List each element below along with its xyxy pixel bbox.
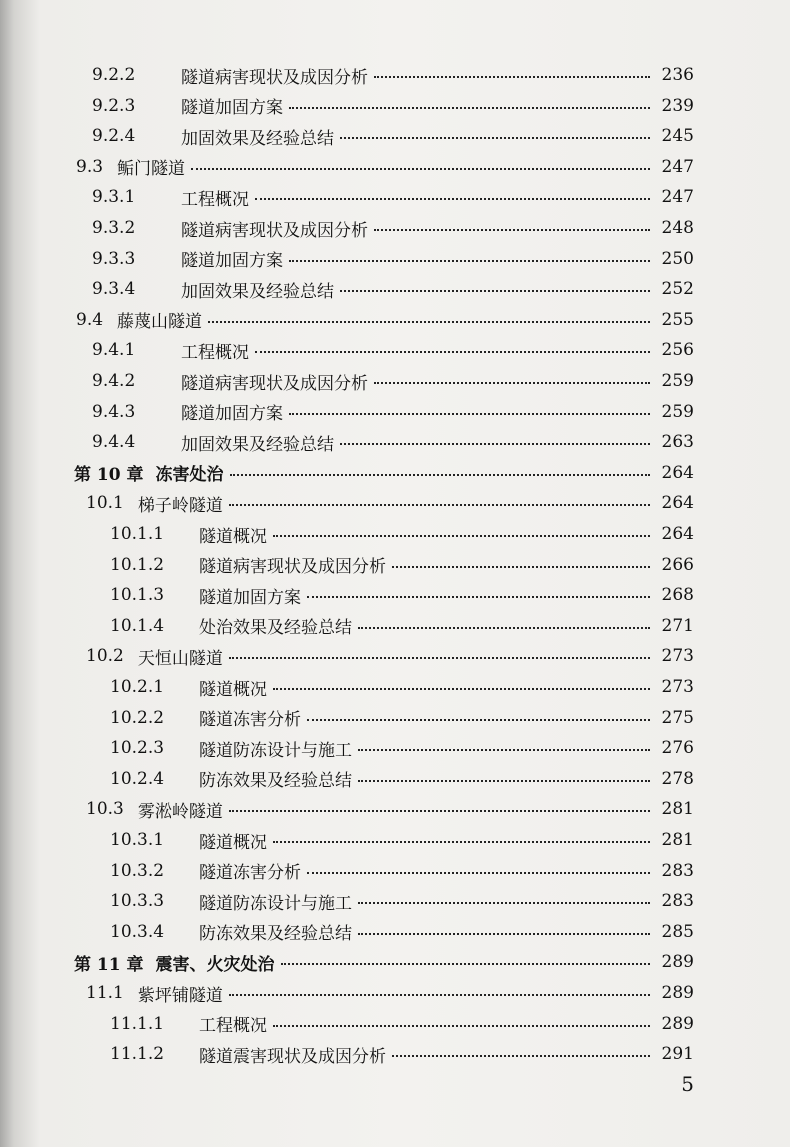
toc-entry (0, 182, 790, 212)
toc-entry-title: 隧道病害现状及成因分析 (199, 557, 386, 578)
toc-entry (0, 580, 790, 610)
toc-entry-number: 10.3 (86, 799, 124, 820)
toc-entry-number: 10.2.3 (110, 738, 165, 759)
toc-entry-title: 防冻效果及经验总结 (199, 771, 352, 792)
toc-entry (0, 427, 790, 457)
toc-entry-page: 259 (661, 371, 694, 391)
toc-entry-title: 工程概况 (181, 342, 249, 363)
toc-entry (0, 641, 790, 671)
toc-entry-page: 263 (661, 432, 694, 453)
dot-leader (255, 198, 650, 200)
toc-entry-title: 隧道病害现状及成因分析 (181, 373, 368, 394)
dot-leader (307, 719, 650, 721)
toc-entry (0, 213, 790, 243)
toc-entry-page: 248 (661, 218, 694, 238)
toc-entry-number: 10.1.4 (110, 615, 165, 636)
toc-entry-number: 10.2.1 (110, 677, 165, 697)
toc-entry-title: 隧道病害现状及成因分析 (181, 220, 368, 241)
dot-leader (358, 627, 650, 629)
dot-leader (340, 290, 650, 292)
toc-entry-title: 梯子岭隧道 (137, 495, 223, 516)
toc-entry-title: 隧道冻害分析 (199, 710, 301, 731)
toc-entry-number: 10.3.4 (110, 921, 165, 942)
toc-entry (0, 917, 790, 947)
toc-entry-title: 隧道病害现状及成因分析 (181, 67, 368, 88)
toc-entry (0, 152, 790, 182)
toc-entry-title: 隧道加固方案 (199, 587, 301, 608)
dot-leader (255, 351, 650, 353)
toc-entry-number: 10.1.1 (110, 524, 165, 544)
toc-entry-number: 10.2.2 (110, 707, 165, 728)
toc-entry-title: 隧道加固方案 (181, 98, 283, 119)
toc-entry-page: 289 (661, 952, 694, 973)
toc-entry-page: 271 (661, 615, 694, 636)
toc-entry-number: 9.3 (76, 156, 104, 177)
toc-entry-number: 10.3.3 (110, 891, 165, 912)
toc-entry-number: 11.1 (86, 983, 124, 1003)
toc-entry-number: 10.1.3 (110, 585, 165, 606)
dot-leader (340, 137, 650, 139)
toc-entry (0, 764, 790, 794)
toc-entry-title: 冻害处治 (155, 465, 224, 486)
toc-entry (0, 550, 790, 580)
toc-entry-title: 隧道冻害分析 (199, 863, 301, 884)
toc-entry-title: 隧道加固方案 (181, 251, 283, 272)
dot-leader (281, 963, 651, 965)
toc-entry-number: 9.3.4 (92, 279, 136, 300)
toc-entry-title: 隧道防冻设计与施工 (199, 893, 352, 914)
toc-entry-page: 276 (661, 738, 694, 759)
dot-leader (340, 443, 650, 445)
dot-leader (289, 107, 650, 109)
toc-entry-page: 281 (661, 830, 694, 850)
toc-entry-page: 250 (661, 248, 694, 269)
toc-entry-title: 处治效果及经验总结 (199, 618, 352, 639)
toc-entry-page: 281 (661, 799, 694, 820)
toc-entry-number: 10.1.2 (110, 554, 165, 575)
toc-entry (0, 672, 790, 702)
toc-entry-page: 273 (661, 677, 694, 697)
toc-entry-number: 9.3.1 (92, 187, 136, 208)
toc-entry (0, 458, 790, 488)
toc-entry (0, 1009, 790, 1039)
toc-entry (0, 886, 790, 916)
dot-leader (358, 780, 650, 782)
toc-entry-number: 9.2.3 (92, 95, 136, 116)
toc-entry-page: 264 (661, 462, 694, 483)
toc-entry (0, 947, 790, 977)
toc-entry-title: 加固效果及经验总结 (181, 434, 334, 455)
toc-entry-number: 11.1.2 (110, 1044, 165, 1065)
toc-entry-page: 255 (661, 309, 694, 330)
dot-leader (273, 688, 650, 690)
toc-entry-page: 264 (661, 493, 694, 514)
page-number: 5 (681, 1072, 694, 1096)
toc-entry-title: 防冻效果及经验总结 (199, 924, 352, 945)
dot-leader (374, 229, 650, 231)
toc-entry (0, 274, 790, 304)
toc-entry (0, 1039, 790, 1069)
dot-leader (358, 933, 650, 935)
dot-leader (358, 749, 650, 751)
toc-entry-number: 10.2 (86, 646, 124, 667)
toc-entry-page: 275 (661, 707, 694, 728)
toc-entry-number: 第 10 章 (74, 465, 144, 486)
toc-entry-title: 藤蔑山隧道 (117, 312, 203, 333)
toc-entry-title: 隧道概况 (199, 832, 267, 853)
toc-entry-number: 9.3.2 (92, 218, 136, 238)
toc-entry (0, 335, 790, 365)
toc-entry-page: 273 (661, 646, 694, 667)
dot-leader (273, 1025, 650, 1027)
toc-entry-page: 289 (661, 983, 694, 1003)
toc-entry (0, 794, 790, 824)
dot-leader (273, 841, 650, 843)
toc-entry (0, 91, 790, 121)
dot-leader (289, 413, 650, 415)
toc-entry (0, 397, 790, 427)
toc-entry (0, 366, 790, 396)
toc-entry-title: 工程概况 (181, 189, 249, 210)
toc-entry-page: 268 (661, 585, 694, 606)
toc-entry-page: 264 (661, 524, 694, 544)
toc-entry-number: 9.4.1 (92, 340, 136, 361)
dot-leader (208, 321, 650, 323)
toc-entry-page: 291 (661, 1044, 694, 1065)
toc-entry-title: 隧道概况 (199, 526, 267, 547)
toc-entry-page: 266 (661, 554, 694, 575)
dot-leader (273, 535, 650, 537)
toc-entry-number: 9.2.4 (92, 126, 136, 147)
toc-entry (0, 611, 790, 641)
toc-entry (0, 519, 790, 549)
toc-entry (0, 703, 790, 733)
dot-leader (307, 872, 650, 874)
dot-leader (374, 76, 650, 78)
toc-entry-title: 加固效果及经验总结 (181, 281, 334, 302)
toc-entry-title: 雾淞岭隧道 (137, 801, 223, 822)
toc-entry-page: 236 (661, 65, 694, 85)
toc-entry-title: 隧道加固方案 (181, 404, 283, 425)
toc-entry-page: 289 (661, 1013, 694, 1034)
dot-leader (358, 902, 650, 904)
toc-entry-number: 10.2.4 (110, 768, 165, 789)
toc-entry-number: 第 11 章 (74, 954, 144, 975)
dot-leader (289, 260, 650, 262)
toc-entry-number: 11.1.1 (110, 1013, 165, 1034)
toc-entry-number: 10.1 (86, 493, 124, 514)
toc-entry-page: 252 (661, 279, 694, 300)
toc-entry (0, 856, 790, 886)
toc-entry-number: 10.3.1 (110, 830, 165, 850)
toc-entry-page: 283 (661, 860, 694, 881)
toc-entry-number: 9.2.2 (92, 65, 136, 85)
toc-entry-number: 10.3.2 (110, 860, 165, 881)
toc-entry-page: 259 (661, 401, 694, 422)
toc-entry (0, 488, 790, 518)
toc-entry-page: 247 (661, 156, 694, 177)
toc-entry-page: 247 (661, 187, 694, 208)
dot-leader (392, 566, 650, 568)
dot-leader (229, 810, 650, 812)
toc-entry-title: 隧道震害现状及成因分析 (199, 1046, 386, 1067)
toc-entry (0, 978, 790, 1008)
toc-entry (0, 60, 790, 90)
toc-entry-number: 9.4.3 (92, 401, 136, 422)
toc-entry-title: 鲘门隧道 (117, 159, 186, 180)
toc-entry-page: 283 (661, 891, 694, 912)
toc-entry-page: 239 (661, 95, 694, 116)
toc-entry-number: 9.3.3 (92, 248, 136, 269)
dot-leader (392, 1055, 650, 1057)
toc-entry-title: 隧道防冻设计与施工 (199, 740, 352, 761)
dot-leader (307, 596, 650, 598)
dot-leader (191, 168, 650, 170)
toc-entry (0, 244, 790, 274)
dot-leader (229, 657, 650, 659)
toc-entry-number: 9.4.4 (92, 432, 136, 453)
toc-entry-title: 天恒山隧道 (137, 648, 223, 669)
dot-leader (374, 382, 650, 384)
toc-entry-title: 震害、火灾处治 (155, 954, 275, 975)
toc-entry (0, 305, 790, 335)
toc-entry-number: 9.4 (76, 309, 104, 330)
toc-entry-page: 285 (661, 921, 694, 942)
toc-entry (0, 825, 790, 855)
toc-entry-title: 加固效果及经验总结 (181, 128, 334, 149)
toc-entry-page: 256 (661, 340, 694, 361)
toc-entry-page: 278 (661, 768, 694, 789)
toc-entry-number: 9.4.2 (92, 371, 136, 391)
toc-entry-page: 245 (661, 126, 694, 147)
toc-entry-title: 工程概况 (199, 1016, 267, 1037)
dot-leader (230, 474, 651, 476)
toc-entry-title: 紫坪铺隧道 (137, 985, 223, 1006)
dot-leader (229, 504, 650, 506)
toc-entry (0, 733, 790, 763)
dot-leader (229, 994, 650, 996)
toc-entry-title: 隧道概况 (199, 679, 267, 700)
toc-entry (0, 121, 790, 151)
